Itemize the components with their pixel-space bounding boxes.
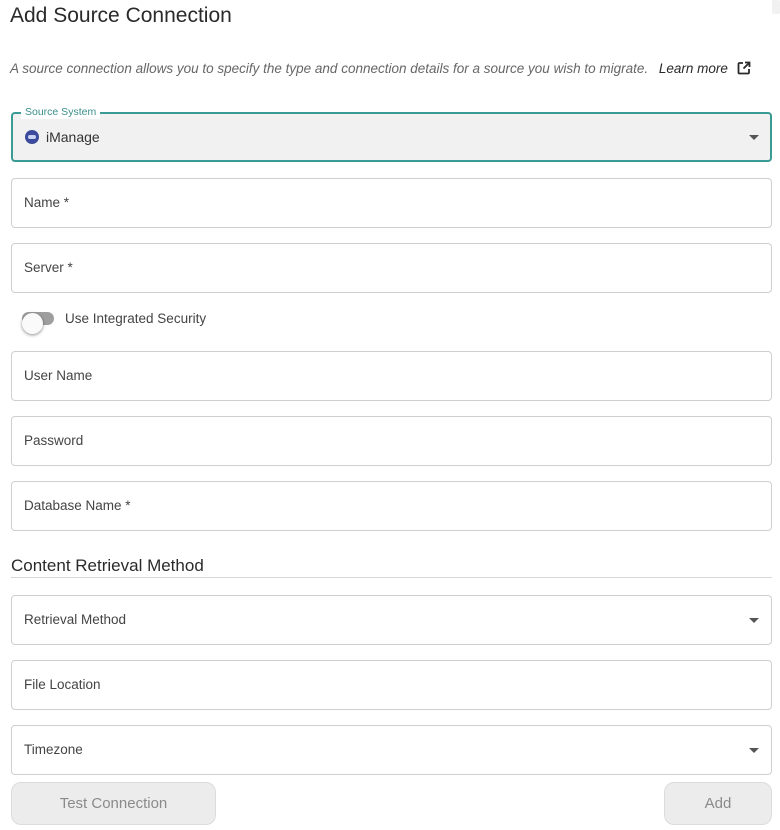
file-location-label: File Location xyxy=(24,677,101,692)
page-title: Add Source Connection xyxy=(10,4,232,27)
external-link-icon xyxy=(737,61,751,75)
timezone-label: Timezone xyxy=(24,742,83,757)
intro-description: A source connection allows you to specify the type and connection details for a source you wish to migrate. xyxy=(10,61,649,76)
learn-more-link[interactable] xyxy=(659,61,751,76)
user-name-field[interactable] xyxy=(11,351,772,401)
source-system-value: iManage xyxy=(46,129,100,145)
content-retrieval-section-title: Content Retrieval Method xyxy=(11,556,204,575)
learn-more-label: Learn more xyxy=(658,61,728,76)
integrated-security-toggle[interactable] xyxy=(22,312,54,325)
integrated-security-toggle-row xyxy=(18,307,318,331)
intro-text-row xyxy=(10,60,751,78)
database-name-field[interactable] xyxy=(11,481,772,531)
timezone-select[interactable] xyxy=(11,725,772,775)
toggle-knob[interactable] xyxy=(22,313,43,334)
password-field[interactable] xyxy=(11,416,772,466)
chevron-down-icon xyxy=(749,135,759,140)
name-field[interactable] xyxy=(11,178,772,228)
source-system-select[interactable] xyxy=(11,106,772,162)
scrollbar-thumb[interactable] xyxy=(772,0,780,14)
integrated-security-label: Use Integrated Security xyxy=(65,311,207,326)
source-system-legend: Source System xyxy=(21,105,100,119)
section-divider xyxy=(11,577,772,578)
chevron-down-icon xyxy=(749,618,759,623)
user-name-field-label: User Name xyxy=(24,368,93,383)
server-field-label: Server * xyxy=(24,260,73,275)
database-name-field-label: Database Name * xyxy=(24,498,131,513)
add-button[interactable]: Add xyxy=(664,782,772,825)
imanage-logo-icon xyxy=(25,130,39,144)
chevron-down-icon xyxy=(749,748,759,753)
test-connection-button[interactable]: Test Connection xyxy=(11,782,216,825)
retrieval-method-select[interactable] xyxy=(11,595,772,645)
server-field[interactable] xyxy=(11,243,772,293)
password-field-label: Password xyxy=(24,433,84,448)
name-field-label: Name * xyxy=(24,195,70,210)
retrieval-method-label: Retrieval Method xyxy=(24,612,127,627)
file-location-field[interactable] xyxy=(11,660,772,710)
